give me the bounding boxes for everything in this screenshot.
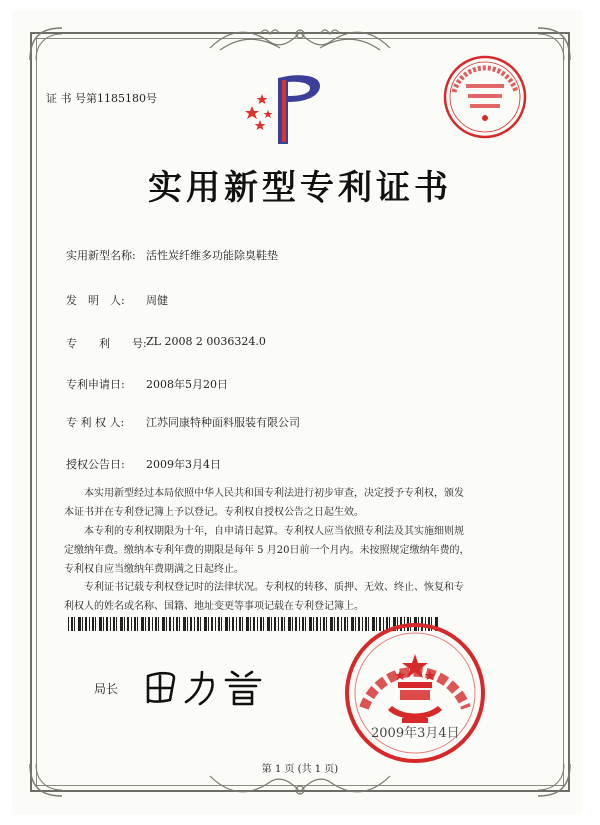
field-value-inventor: 周健 [146, 294, 168, 307]
field-label-inventor: 发 明 人: [66, 294, 125, 307]
page-footer: 第 1 页 (共 1 页) [261, 764, 339, 775]
director-signature [140, 664, 280, 708]
certificate-number: 证 书 号第1185180号 [46, 92, 157, 105]
field-label-filing-date: 专利申请日: [66, 378, 125, 391]
paragraph-line: 本实用新型经过本局依照中华人民共和国专利法进行初步审查，决定授予专利权，颁发 [64, 488, 464, 499]
paragraph-line: 利权人的姓名或名称、国籍、地址变更等事项记载在专利登记簿上。 [64, 601, 364, 612]
paragraph-legal-status [64, 578, 534, 616]
field-label-patent-number: 专 利 号: [66, 337, 147, 350]
sign-date: 2009年3月4日 [371, 726, 460, 741]
field-value-patentee: 江苏同康特种面料服装有限公司 [146, 416, 300, 429]
paragraph-line: 定缴纳年费。缴纳本专利年费的期限是每年 5 月20日前一个月内。未按照规定缴纳年费的， [64, 545, 470, 556]
paragraph-line: 专利权自应当缴纳年费期满之日起终止。 [64, 564, 244, 575]
sipo-official-seal-icon [340, 618, 490, 768]
corner-ornament-icon [26, 24, 66, 64]
field-label-utility-model-name: 实用新型名称: [66, 249, 136, 262]
field-label-patentee: 专 利 权 人: [66, 416, 125, 429]
field-value-patent-number: ZL 2008 2 0036324.0 [146, 335, 266, 348]
paragraph-line: 专利证书记载专利权登记时的法律状况。专利权的转移、质押、无效、终止、恢复和专 [64, 582, 464, 593]
patent-office-logo-icon [238, 72, 328, 152]
field-value-filing-date: 2008年5月20日 [146, 378, 228, 391]
top-ornament-icon [200, 24, 400, 56]
director-label: 局长 [94, 682, 119, 696]
corner-ornament-icon [534, 24, 574, 64]
paragraph-line: 本证书并在专利登记簿上予以登记。专利权自授权公告之日起生效。 [64, 507, 364, 518]
paragraph-grant-decision [64, 484, 534, 522]
field-value-utility-model-name: 活性炭纤维多功能除臭鞋垫 [146, 249, 278, 262]
paragraph-term-and-fees [64, 522, 534, 579]
patent-agency-stamp-icon [440, 52, 530, 142]
field-value-grant-date: 2009年3月4日 [146, 458, 221, 471]
certificate-title: 实用新型专利证书 [148, 168, 452, 208]
field-label-grant-date: 授权公告日: [66, 458, 125, 471]
paragraph-line: 本专利的专利权期限为十年，自申请日起算。专利权人应当依照专利法及其实施细则规 [64, 526, 464, 537]
